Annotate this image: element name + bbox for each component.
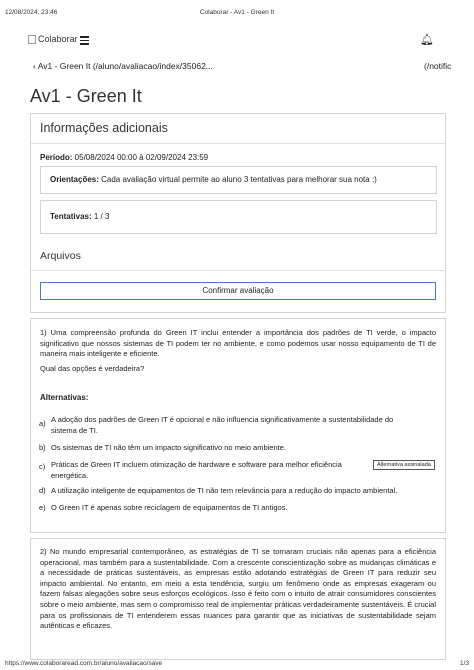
print-page-number: 1/3 — [459, 660, 469, 667]
alternative-d[interactable] — [39, 486, 421, 497]
alternative-text: A utilização inteligente de equipamentos de TI não tem relevância para a redução do impacto ambiental. — [51, 486, 398, 495]
topbar — [28, 32, 448, 52]
orientacoes-box — [40, 166, 437, 194]
orientacoes-value: Cada avaliação virtual permite ao aluno 3 tentativas para melhorar sua nota :) — [98, 175, 377, 184]
info-card-title: Informações adicionais — [40, 121, 168, 135]
arquivos-heading: Arquivos — [40, 250, 81, 262]
alternatives-title: Alternativas: — [40, 393, 89, 402]
logo-alt-text: Colaborar — [38, 34, 78, 44]
hamburger-icon[interactable] — [80, 36, 89, 47]
logo[interactable] — [28, 34, 78, 44]
chevron-left-icon: ‹ — [33, 61, 38, 71]
periodo-row — [40, 153, 208, 162]
question-card-2 — [30, 538, 446, 660]
page-title: Av1 - Green It — [30, 86, 142, 106]
breadcrumb[interactable] — [33, 61, 213, 71]
alternative-a[interactable] — [39, 415, 421, 436]
print-title: Colaborar - Av1 - Green It — [199, 9, 275, 16]
question-prompt: Qual das opções é verdadeira? — [40, 364, 145, 373]
alternative-text: O Green IT é apenas sobre reciclagem de equipamentos de TI antigos. — [51, 503, 288, 512]
question-text: 1) Uma compreensão profunda do Green IT inclui entender a importância dos padrões de TI verde, o impacto significativo que nossos sistemas de TI podem ter no ambiente, e como podemos usar nosso equipamento de TI de maneira mais inteligente e eficiente. — [40, 328, 436, 358]
divider — [31, 270, 445, 271]
alternative-letter: a) — [39, 419, 46, 428]
periodo-label: Período: — [40, 153, 73, 162]
question-text: 2) No mundo empresarial contemporâneo, as estratégias de TI se tornaram cruciais não apenas para a eficiência operacional, mas também para a sustentabilidade. Com a crescente conscientização sobre as mudanças climáticas e a necessidade de práticas sustentáveis, as empresas estão adotando estratégias de Green IT para reduzir seu impacto ambiental. No entanto, em meio a esta tendência, surgiu um fenômeno onde as empresas exageram ou fazem falsas alegações sobre seus esforços ecológicos. Isso é feito com o intuito de atrair consumidores conscientes sobre o meio ambiente, mas sem o compromisso real de implementar práticas verdadeiramente sustentáveis. É crucial para os profissionais de TI entenderem essas nuances para garantir que as iniciativas de sustentabilidade sejam autênticas e eficazes. — [40, 547, 436, 631]
alternative-letter: d) — [39, 486, 46, 495]
alternative-b[interactable] — [39, 443, 421, 454]
info-card — [30, 113, 446, 313]
print-url: https://www.colaboraread.com.br/aluno/avaliacao/save — [5, 660, 163, 667]
print-datetime: 12/08/2024, 23:46 — [5, 9, 58, 16]
broken-image-icon — [28, 35, 36, 44]
alternative-letter: e) — [39, 503, 46, 512]
question-card-1 — [30, 318, 446, 533]
divider — [31, 143, 445, 144]
orientacoes-label: Orientações: — [50, 175, 99, 184]
alternative-letter: c) — [39, 462, 46, 471]
tentativas-label: Tentativas: — [50, 212, 92, 221]
alternative-text: A adoção dos padrões de Green IT é opcional e não influencia significativamente a sustentabilidade do sistema de TI. — [51, 415, 394, 435]
notification-link[interactable]: (/notific — [424, 61, 452, 71]
tentativas-value: 1 / 3 — [91, 212, 110, 221]
alternative-text: Os sistemas de TI não têm um impacto significativo no meio ambiente. — [51, 443, 286, 452]
bell-icon[interactable]: 🔔︎ — [420, 34, 434, 46]
alternative-c[interactable] — [39, 460, 371, 481]
selected-alternative-tag: Alternativa assinalada — [373, 460, 435, 470]
periodo-value: 05/08/2024 00:00 à 02/09/2024 23:59 — [72, 153, 209, 162]
alternative-e[interactable] — [39, 503, 421, 514]
breadcrumb-link[interactable]: Av1 - Green It (/aluno/avaliacao/index/35062... — [37, 61, 213, 71]
alternative-text: Práticas de Green IT incluem otimização de hardware e software para melhor eficiência energética. — [51, 460, 342, 480]
tentativas-box — [40, 200, 437, 234]
confirm-button[interactable]: Confirmar avaliação — [40, 282, 436, 300]
alternative-letter: b) — [39, 443, 46, 452]
